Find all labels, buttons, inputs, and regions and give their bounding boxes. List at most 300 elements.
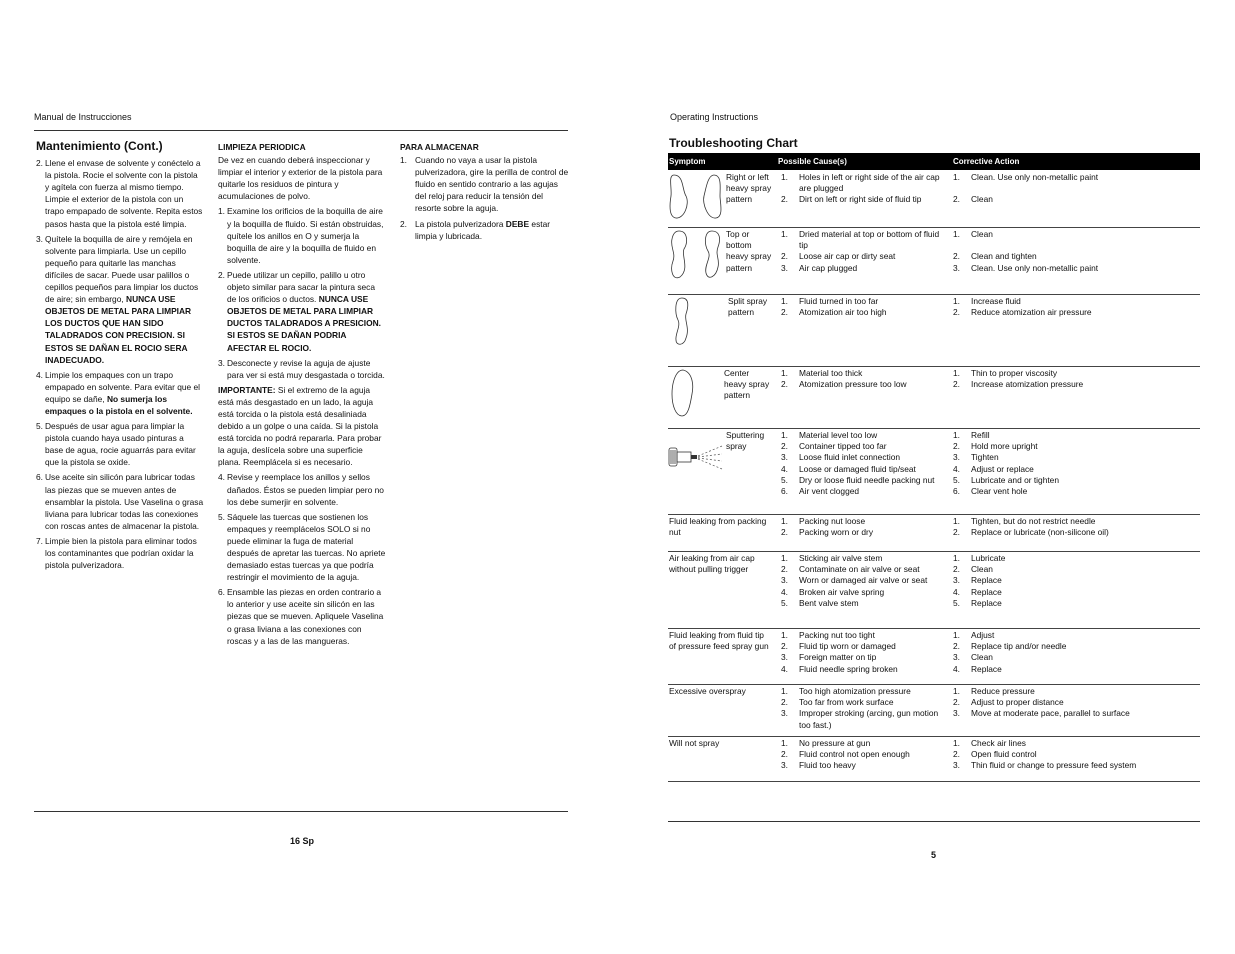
cause-list (781, 630, 946, 675)
item-number: 1. (781, 172, 788, 182)
chart-row (668, 628, 1200, 685)
cause-list-item (781, 553, 946, 564)
item-text: Holes in left or right side of the air cap are plugged (799, 172, 940, 194)
chart-row (668, 736, 1200, 782)
item-number: 1. (781, 296, 788, 306)
item-text: Bent valve stem (799, 597, 859, 608)
maintenance-list (36, 157, 204, 571)
item-text: Material level too low (799, 430, 878, 440)
cause-list-item (781, 229, 946, 251)
cause-list-item (781, 263, 946, 274)
cause-list-item (781, 749, 946, 760)
item-text: Clean. Use only non-metallic paint (971, 263, 1099, 274)
cause-list-item (781, 194, 946, 205)
item-number: 2. (953, 564, 960, 575)
item-number: 4. (36, 369, 43, 380)
cause-list-item (781, 172, 946, 194)
item-text: Puede utilizar un cepillo, palillo u otro objeto similar para sacar la pintura seca de los orificios o ductos. (227, 269, 376, 305)
item-number: 1. (781, 630, 788, 640)
action-list-item (953, 564, 1200, 575)
item-number: 1. (218, 206, 225, 217)
action-list-item (953, 194, 1200, 205)
action-list-item (953, 296, 1200, 307)
item-text: Clean (971, 194, 993, 205)
action-list (953, 738, 1200, 772)
cause-list-item (781, 587, 946, 598)
item-text: Desconecte y revise la aguja de ajuste para ver si está muy desgastada o torcida. (227, 357, 385, 380)
item-number: 2. (953, 527, 960, 538)
symptom-text: Sputtering spray (726, 430, 765, 452)
action-list-item (953, 664, 1200, 675)
action-list-item (953, 430, 1200, 441)
item-text: Fluid tip worn or damaged (799, 641, 896, 652)
left-page-header: Manual de Instrucciones (34, 112, 132, 122)
item-text: Adjust or replace (971, 463, 1034, 474)
item-text: Lubricate and or tighten (971, 474, 1059, 485)
cause-list-item (781, 760, 946, 771)
item-text: Revise y reemplace los anillos y sellos dañados. Éstos se pueden limpiar pero no los debe sumerjir en solvente. (227, 472, 384, 507)
cause-list-item (781, 708, 946, 730)
action-list-item (953, 630, 1200, 641)
item-text: Packing worn or dry (799, 527, 874, 538)
item-number: 1. (781, 738, 788, 748)
cause-list-item (781, 516, 946, 527)
item-text: La pistola pulverizadora (415, 218, 506, 229)
item-bold-text: NUNCA USE OBJETOS DE METAL PARA LIMPIAR DUCTOS TALADRADOS A PRESICION. SI ESTOS SE DAÑAN PODRIA AFECTAR EL ROCIO. (227, 294, 382, 353)
item-text: Contaminate on air valve or seat (799, 564, 920, 575)
item-number: 1. (953, 430, 960, 440)
action-list-item (953, 527, 1200, 538)
list-item (36, 157, 204, 230)
action-list-item (953, 464, 1200, 475)
item-text: Limpie bien la pistola para eliminar todos los contaminantes que podrían oxidar la pistola pulverizadora. (45, 535, 197, 571)
storage-heading: PARA ALMACENAR (400, 142, 479, 152)
item-number: 2. (781, 749, 788, 760)
item-number: 1. (953, 553, 960, 563)
item-number: 4. (781, 586, 788, 597)
item-number: 6. (953, 486, 960, 497)
right-left-heavy-pattern-icon (668, 172, 726, 222)
item-text: Fluid control not open enough (799, 749, 910, 760)
cause-list-item (781, 738, 946, 749)
item-number: 1. (781, 430, 788, 440)
item-text: Replace tip and/or needle (971, 641, 1067, 652)
item-text: Dry or loose fluid needle packing nut (799, 474, 935, 485)
item-number: 4. (781, 463, 788, 474)
cause-list-item (781, 486, 946, 497)
item-text: Air cap plugged (799, 262, 858, 273)
action-list-item (953, 598, 1200, 609)
action-list-item (953, 738, 1200, 749)
item-number: 2. (781, 307, 788, 318)
item-number: 1. (953, 229, 960, 239)
item-text: Fluid needle spring broken (799, 663, 898, 674)
item-text: Improper stroking (arcing, gun motion too fast.) (799, 708, 939, 730)
chart-row (668, 294, 1200, 367)
item-number: 5. (218, 511, 225, 522)
item-number: 3. (781, 452, 788, 463)
action-list-item (953, 760, 1200, 771)
item-bold-text: NUNCA USE OBJETOS DE METAL PARA LIMPIAR LOS DUCTOS QUE HAN SIDO TALADRADOS CON PRECISION. SI ESTOS SE DAÑAN EL ROCIO SERA INADECUADO. (45, 294, 192, 365)
chart-row (668, 170, 1200, 228)
symptom-text: Fluid leaking from packing nut (669, 516, 767, 538)
item-number: 2. (953, 749, 960, 760)
action-list-item (953, 697, 1200, 708)
item-text: Tighten, but do not restrict needle (971, 516, 1096, 526)
item-number: 1. (953, 630, 960, 640)
item-bold-text: No sumerja los empaques o la pistola en el solvente. (45, 393, 193, 416)
item-number: 3. (953, 760, 960, 771)
item-text: Air vent clogged (799, 486, 860, 497)
item-number: 2. (781, 251, 788, 262)
item-text: Use aceite sin silicón para lubricar todas las piezas que se mueven antes de ensamblar la pistola. Use Vaselina o grasa liviana para lubricar todas las conexiones con roscas antes de almacenar la pistola. (45, 472, 204, 531)
item-text: Replace (971, 597, 1002, 608)
item-number: 1. (400, 155, 407, 166)
cause-list (781, 430, 946, 497)
important-note (218, 384, 386, 469)
symptom-text: Air leaking from air cap without pulling trigger (669, 553, 755, 575)
troubleshooting-title: Troubleshooting Chart (669, 136, 798, 150)
item-number: 2. (781, 194, 788, 205)
action-list-item (953, 368, 1200, 379)
action-list-item (953, 686, 1200, 697)
symptom-text: Center heavy spray pattern (724, 368, 770, 401)
item-text: Packing nut loose (799, 516, 866, 526)
maintenance-title: Mantenimiento (Cont.) (36, 139, 163, 153)
cause-list-item (781, 368, 946, 379)
item-text: Worn or damaged air valve or seat (799, 575, 928, 586)
right-page-number: 5 (931, 850, 937, 860)
item-number: 1. (953, 172, 960, 182)
action-list-item (953, 708, 1200, 719)
item-text: Ensamble las piezas en orden contrario a lo anterior y use aceite sin silicón en las piezas que se mueven. Apliquele Vaselina o grasa liviana a las conexiones con roscas y a las de las mangueras. (227, 587, 384, 646)
item-text: Tighten (971, 452, 999, 463)
item-text: Atomization air too high (799, 307, 887, 318)
cause-list-item (781, 441, 946, 452)
item-number: 4. (953, 463, 960, 474)
cause-list (781, 553, 946, 609)
important-label: IMPORTANTE: (218, 384, 276, 395)
action-list-item (953, 452, 1200, 463)
item-text: Too high atomization pressure (799, 686, 911, 696)
item-text: Loose air cap or dirty seat (799, 251, 896, 262)
item-number: 2. (953, 194, 960, 205)
action-list-item (953, 172, 1200, 183)
action-list (953, 516, 1200, 538)
item-text: Increase fluid (971, 296, 1021, 306)
action-list-item (953, 486, 1200, 497)
col-header-symptom: Symptom (669, 157, 706, 166)
periodic-cleaning-list-continued (218, 471, 386, 646)
item-number: 6. (36, 472, 43, 483)
action-list-item (953, 251, 1200, 262)
item-text: Clean (971, 229, 993, 239)
center-heavy-pattern-icon (668, 368, 698, 420)
cause-list (781, 229, 946, 274)
item-text: No pressure at gun (799, 738, 871, 748)
item-text: Material too thick (799, 368, 863, 378)
item-number: 2. (953, 697, 960, 708)
item-number: 5. (781, 474, 788, 485)
item-number: 6. (781, 486, 788, 497)
item-number: 5. (781, 597, 788, 608)
item-text: Clear vent hole (971, 486, 1028, 497)
item-text-after: estar limpia y lubricada. (415, 218, 551, 241)
item-text: Thin to proper viscosity (971, 368, 1058, 378)
item-text: Atomization pressure too low (799, 379, 907, 390)
item-text: Refill (971, 430, 990, 440)
chart-row (668, 551, 1200, 629)
item-text: Check air lines (971, 738, 1026, 748)
item-number: 2. (953, 251, 960, 262)
cause-list-item (781, 475, 946, 486)
item-number: 1. (781, 516, 788, 526)
cause-list-item (781, 307, 946, 318)
cause-list-item (781, 686, 946, 697)
item-text: Hold more upright (971, 441, 1038, 452)
cause-list-item (781, 379, 946, 390)
action-list (953, 553, 1200, 609)
action-list-item (953, 379, 1200, 390)
cause-list-item (781, 452, 946, 463)
maintenance-column (36, 140, 204, 574)
item-number: 3. (781, 760, 788, 771)
item-text: Lubricate (971, 553, 1006, 563)
periodic-cleaning-intro: De vez en cuando deberá inspeccionar y limpiar el interior y exterior de la pistola para quitarle los residuos de pintura y acumulaciones de polvo. (218, 155, 383, 202)
item-number: 1. (953, 368, 960, 378)
top-bottom-heavy-pattern-icon (668, 229, 726, 281)
item-text: Foreign matter on tip (799, 652, 877, 663)
item-number: 2. (781, 441, 788, 452)
list-item (400, 218, 570, 242)
item-text: Replace (971, 575, 1002, 586)
item-number: 2. (218, 269, 225, 280)
item-text: Container tipped too far (799, 441, 887, 452)
item-number: 3. (953, 652, 960, 663)
item-text: Clean. Use only non-metallic paint (971, 172, 1099, 182)
col-header-action: Corrective Action (953, 157, 1020, 166)
item-text: Llene el envase de solvente y conéctelo a la pistola. Rocie el solvente con la pistola y agítela con fuerza al mismo tiempo. Limpie el exterior de la pistola con un trapo empapado de solvente. Repita estos pasos hasta que la pistola esté limpia. (45, 158, 203, 229)
list-item (218, 586, 386, 646)
action-list (953, 172, 1200, 205)
list-item (218, 357, 386, 381)
item-number: 3. (953, 575, 960, 586)
item-text: Replace (971, 586, 1002, 597)
item-text: Clean (971, 564, 993, 575)
symptom-text: Top or bottom heavy spray pattern (726, 229, 772, 273)
item-text: Replace or lubricate (non-silicone oil) (971, 527, 1109, 538)
item-bold-text: DEBE (505, 218, 530, 229)
item-number: 2. (781, 697, 788, 708)
item-number: 1. (953, 738, 960, 748)
periodic-cleaning-column (218, 141, 386, 650)
item-text: Fluid turned in too far (799, 296, 879, 306)
item-text: Broken air valve spring (799, 586, 885, 597)
item-number: 3. (781, 652, 788, 663)
item-text: Increase atomization pressure (971, 379, 1084, 390)
periodic-cleaning-list (218, 205, 386, 380)
sputtering-spray-icon (668, 442, 724, 472)
cause-list (781, 738, 946, 772)
item-text: Cuando no vaya a usar la pistola pulverizadora, gire la perilla de control de fluido en sentido contrario a las agujas del reloj para reducir la tensión del resorte sobre la aguja. (415, 155, 569, 214)
list-item (218, 511, 386, 584)
action-list-item (953, 553, 1200, 564)
item-number: 1. (781, 553, 788, 563)
cause-list-item (781, 697, 946, 708)
action-list-item (953, 749, 1200, 760)
list-item (218, 471, 386, 507)
right-footer-rule (668, 821, 1200, 822)
item-number: 3. (218, 357, 225, 368)
action-list-item (953, 575, 1200, 586)
symptom-text: Split spray pattern (728, 296, 768, 318)
item-text: Dried material at top or bottom of fluid tip (799, 229, 940, 251)
left-header-rule (34, 130, 568, 131)
action-list (953, 630, 1200, 675)
item-text: Sáquele las tuercas que sostienen los empaques y reemplácelos SOLO si no puede eliminar la fuga de material después de apretar las tuercas. No apriete demasiado estas tuercas ya que podría restringir el movimiento de la aguja. (227, 511, 386, 583)
item-number: 6. (218, 587, 225, 598)
cause-list-item (781, 564, 946, 575)
item-text: Packing nut too tight (799, 630, 875, 640)
item-text: Thin fluid or change to pressure feed system (971, 760, 1137, 771)
chart-row (668, 366, 1200, 429)
item-number: 3. (953, 263, 960, 274)
left-page-number: 16 Sp (290, 836, 315, 846)
action-list (953, 430, 1200, 497)
item-number: 3. (781, 575, 788, 586)
item-number: 2. (781, 379, 788, 390)
item-number: 5. (36, 421, 43, 432)
item-number: 1. (953, 296, 960, 306)
item-number: 3. (953, 708, 960, 719)
cause-list-item (781, 464, 946, 475)
chart-row (668, 684, 1200, 737)
item-number: 5. (953, 474, 960, 485)
item-text: Reduce atomization air pressure (971, 307, 1092, 318)
item-number: 1. (953, 686, 960, 696)
cause-list-item (781, 641, 946, 652)
item-number: 7. (36, 535, 43, 546)
item-text: Too far from work surface (799, 697, 894, 708)
cause-list-item (781, 575, 946, 586)
item-number: 2. (36, 158, 43, 169)
item-text: Examine los orificios de la boquilla de aire y la boquilla de fluido. Si están obstruidas, quítele los anillos en O y sumerja la boquilla de aire y la boquilla de fluido en solvente. (227, 206, 384, 265)
item-text: Reduce pressure (971, 686, 1035, 696)
symptom-text: Fluid leaking from fluid tip of pressure feed spray gun (669, 630, 769, 652)
chart-row (668, 227, 1200, 295)
action-list (953, 229, 1200, 275)
action-list-item (953, 652, 1200, 663)
cause-list-item (781, 430, 946, 441)
action-list-item (953, 641, 1200, 652)
list-item (36, 233, 204, 366)
cause-list (781, 516, 946, 538)
list-item (218, 205, 386, 265)
item-number: 2. (781, 564, 788, 575)
item-number: 5. (953, 597, 960, 608)
cause-list-item (781, 251, 946, 262)
item-text: Loose fluid inlet connection (799, 452, 901, 463)
item-text: Sticking air valve stem (799, 553, 883, 563)
cause-list-item (781, 598, 946, 609)
item-text: Clean and tighten (971, 251, 1037, 262)
item-number: 2. (953, 641, 960, 652)
action-list-item (953, 263, 1200, 274)
chart-header-bar (668, 153, 1200, 170)
right-page-header: Operating Instructions (670, 112, 759, 122)
list-item (36, 420, 204, 468)
list-item (36, 471, 204, 531)
list-item (36, 535, 204, 571)
action-list-item (953, 516, 1200, 527)
cause-list-item (781, 664, 946, 675)
item-text: Adjust (971, 630, 995, 640)
item-text: Fluid too heavy (799, 760, 856, 771)
action-list-item (953, 587, 1200, 598)
chart-row (668, 514, 1200, 552)
item-number: 4. (953, 663, 960, 674)
action-list (953, 686, 1200, 720)
storage-list (400, 154, 570, 242)
storage-column (400, 141, 570, 245)
item-text: Limpie los empaques con un trapo empapado en solvente. Para evitar que el equipo se dañe, (45, 369, 201, 404)
item-text: Adjust to proper distance (971, 697, 1064, 708)
periodic-cleaning-heading: LIMPIEZA PERIODICA (218, 142, 306, 152)
split-spray-pattern-icon (668, 296, 698, 348)
item-text: Clean (971, 652, 993, 663)
action-list-item (953, 307, 1200, 318)
action-list-item (953, 229, 1200, 240)
item-number: 3. (36, 233, 43, 244)
cause-list (781, 368, 946, 390)
item-text: Después de usar agua para limpiar la pistola cuando haya usado pinturas a base de agua, rocie aguarrás para evitar que la pistola se oxide. (45, 421, 196, 468)
list-item (218, 269, 386, 354)
item-text: Open fluid control (971, 749, 1037, 760)
action-list-item (953, 441, 1200, 452)
action-list-item (953, 475, 1200, 486)
symptom-text: Will not spray (669, 738, 720, 748)
item-text: Replace (971, 663, 1002, 674)
important-text: Si el extremo de la aguja está más desgastado en un lado, la aguja está torcida o la pistola está desaliniada debido a un golpe o una caída. Si la pistola está torcida no podrá repararla. Para probar la aguja, deslícela sobre una superficie plana. Reemplácela si es necesario. (218, 384, 382, 468)
list-item (400, 154, 570, 214)
symptom-text: Right or left heavy spray pattern (726, 172, 772, 205)
cause-list (781, 296, 946, 318)
item-number: 1. (781, 229, 788, 239)
item-number: 4. (781, 663, 788, 674)
symptom-text: Excessive overspray (669, 686, 746, 696)
action-list (953, 368, 1200, 390)
col-header-causes: Possible Cause(s) (778, 157, 847, 166)
list-item (36, 369, 204, 417)
action-list (953, 296, 1200, 318)
item-number: 3. (781, 262, 788, 273)
left-footer-rule (34, 811, 568, 812)
item-number: 2. (953, 307, 960, 318)
item-number: 1. (781, 368, 788, 378)
cause-list-item (781, 652, 946, 663)
item-number: 3. (953, 452, 960, 463)
item-text: Loose or damaged fluid tip/seat (799, 463, 916, 474)
item-number: 2. (953, 441, 960, 452)
item-number: 3. (781, 708, 788, 719)
item-number: 4. (218, 472, 225, 483)
item-number: 2. (400, 218, 407, 229)
cause-list (781, 172, 946, 206)
cause-list-item (781, 527, 946, 538)
item-number: 4. (953, 586, 960, 597)
item-text: Quítele la boquilla de aire y remójela en solvente para limpiarla. Use un cepillo pequeño para quitarle las manchas difíciles de sacar. Puede usar palillos o cepillos pequeños para limpiar los ductos de aire; sin embargo, (45, 233, 199, 305)
cause-list-item (781, 296, 946, 307)
